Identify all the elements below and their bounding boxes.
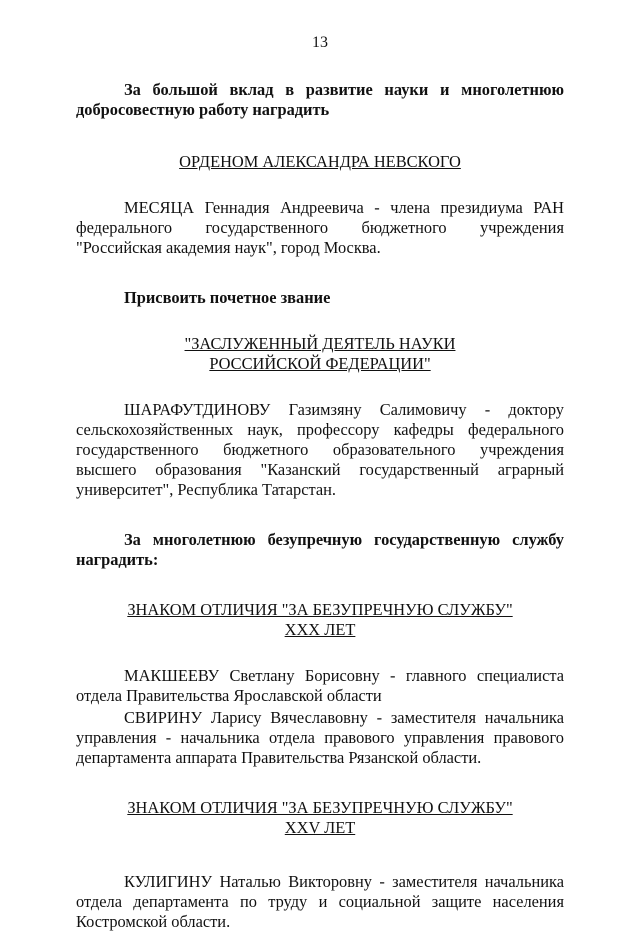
page-number: 13	[312, 34, 328, 51]
honorary-title-line-1: "ЗАСЛУЖЕННЫЙ ДЕЯТЕЛЬ НАУКИ	[184, 334, 456, 353]
award-intro-paragraph: За большой вклад в развитие науки и многолетнюю добросовестную работу наградить	[76, 80, 564, 119]
service-badge-line-1: ЗНАКОМ ОТЛИЧИЯ "ЗА БЕЗУПРЕЧНУЮ СЛУЖБУ"	[127, 600, 513, 619]
awardee-paragraph: МЕСЯЦА Геннадия Андреевича - члена президиума РАН федерального государственного бюджетного учреждения "Российская академия наук", город Москва.	[76, 198, 564, 257]
title-intro-paragraph: Присвоить почетное звание	[124, 288, 331, 307]
honorary-title-line-2: РОССИЙСКОЙ ФЕДЕРАЦИИ"	[209, 354, 431, 373]
service-intro-paragraph: За многолетнюю безупречную государственную службу наградить:	[76, 530, 564, 569]
awardee-paragraph: ШАРАФУТДИНОВУ Газимзяну Салимовичу - доктору сельскохозяйственных наук, профессору кафедры федерального государственного бюджетного образовательного учреждения высшего образования "Казанский государственный аграрный университет", Республика Татарстан.	[76, 400, 564, 499]
honorary-title-heading	[76, 334, 564, 374]
document-body	[76, 80, 564, 932]
award-heading	[76, 152, 564, 172]
award-heading-line: ОРДЕНОМ АЛЕКСАНДРА НЕВСКОГО	[179, 152, 461, 171]
awardee-paragraph: СВИРИНУ Ларису Вячеславовну - заместителя начальника управления - начальника отдела правового управления правового департамента аппарата Правительства Рязанской области.	[76, 708, 564, 767]
service-badge-line-1: ЗНАКОМ ОТЛИЧИЯ "ЗА БЕЗУПРЕЧНУЮ СЛУЖБУ"	[127, 798, 513, 817]
service-badge-heading-30	[76, 600, 564, 640]
service-badge-line-2: XXV ЛЕТ	[284, 818, 356, 837]
awardee-paragraph: КУЛИГИНУ Наталью Викторовну - заместителя начальника отдела департамента по труду и социальной защите населения Костромской области.	[76, 872, 564, 931]
service-badge-heading-25	[76, 798, 564, 838]
service-badge-line-2: XXX ЛЕТ	[284, 620, 356, 639]
awardee-paragraph: МАКШЕЕВУ Светлану Борисовну - главного специалиста отдела Правительства Ярославской области	[76, 666, 564, 705]
